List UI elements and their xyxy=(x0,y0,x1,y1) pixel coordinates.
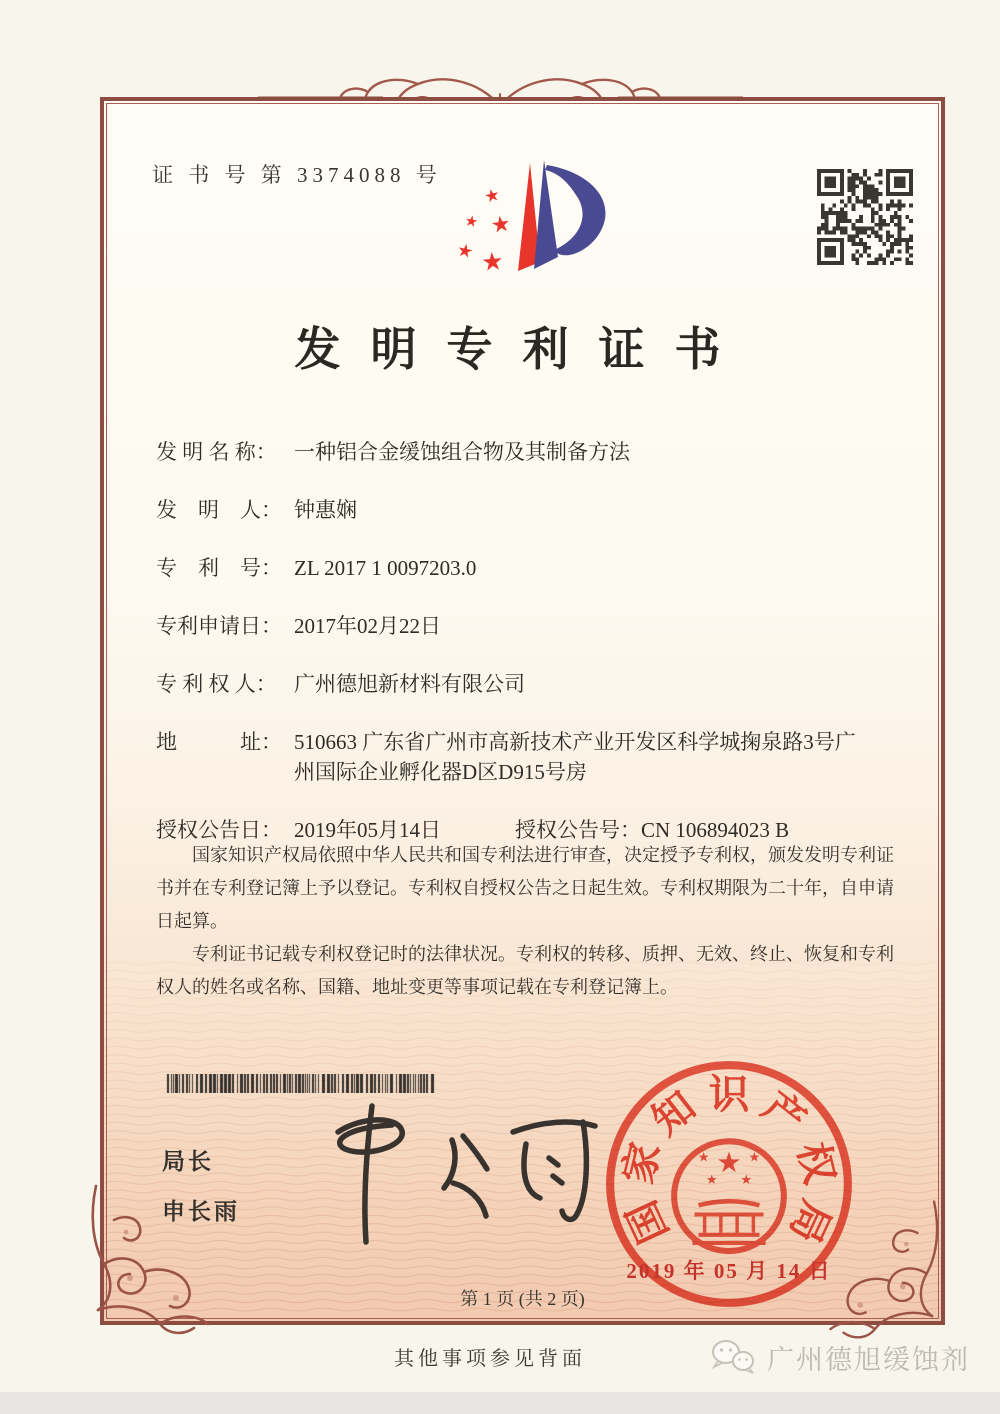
svg-text:★: ★ xyxy=(463,211,480,232)
field-filing-date xyxy=(156,611,898,641)
field-patent-number xyxy=(156,553,898,583)
seal-date: 2019 年 05 月 14 日 xyxy=(626,1259,832,1283)
svg-text:权: 权 xyxy=(789,1138,843,1189)
field-value: ZL 2017 1 0097203.0 xyxy=(294,556,477,580)
field-label: 专利申请日： xyxy=(156,614,282,638)
watermark-text: 广州德旭缓蚀剂 xyxy=(767,1344,970,1375)
field-list xyxy=(156,437,898,845)
signature-handwriting xyxy=(300,1086,610,1256)
certificate-frame xyxy=(100,97,945,1325)
field-value: 510663 广东省广州市高新技术产业开发区科学城掬泉路3号广州国际企业孵化器D区D915号房 xyxy=(294,730,856,784)
field-value: 2019年05月14日 xyxy=(294,818,441,842)
page-number: 第 1 页 (共 2 页) xyxy=(460,1289,585,1309)
field-value: CN 106894023 B xyxy=(641,818,790,842)
field-value: 广州德旭新材料有限公司 xyxy=(294,672,525,696)
svg-text:国: 国 xyxy=(619,1193,677,1250)
field-address xyxy=(156,727,898,787)
field-label: 授权公告日： xyxy=(156,818,282,842)
svg-text:产: 产 xyxy=(754,1083,814,1144)
field-value: 钟惠娴 xyxy=(294,498,357,522)
svg-text:识: 识 xyxy=(708,1072,750,1118)
field-label: 发 明 人： xyxy=(156,498,282,522)
legal-paragraph-2: 专利证书记载专利权登记时的法律状况。专利权的转移、质押、无效、终止、恢复和专利权人的姓名或名称、国籍、地址变更等事项记载在专利登记簿上。 xyxy=(156,944,894,997)
svg-text:★: ★ xyxy=(479,246,505,277)
field-patentee xyxy=(156,669,898,699)
field-value: 2017年02月22日 xyxy=(294,614,441,638)
back-note: 其他事项参见背面 xyxy=(394,1348,586,1370)
field-label: 地 址： xyxy=(156,730,282,754)
field-value: 一种铝合金缓蚀组合物及其制备方法 xyxy=(294,440,630,464)
legal-paragraph-1: 国家知识产权局依照中华人民共和国专利法进行审查，决定授予专利权，颁发发明专利证书并在专利登记簿上予以登记。专利权自授权公告之日起生效。专利权期限为二十年，自申请日起算。 xyxy=(156,845,894,931)
qr-code xyxy=(817,169,913,265)
watermark xyxy=(708,1336,970,1378)
field-label: 授权公告号： xyxy=(515,818,641,842)
commissioner-title: 局长 xyxy=(162,1148,214,1174)
svg-text:局: 局 xyxy=(781,1193,839,1250)
scan-edge-band xyxy=(0,1392,1000,1414)
commissioner-name: 申长雨 xyxy=(162,1198,240,1224)
svg-text:★: ★ xyxy=(716,1145,742,1179)
certificate-number: 证 书 号 第 3374088 号 xyxy=(152,163,442,187)
svg-text:家: 家 xyxy=(615,1138,669,1189)
field-label: 专 利 权 人： xyxy=(156,672,277,696)
commissioner-block xyxy=(162,1143,240,1243)
svg-text:知: 知 xyxy=(644,1083,704,1144)
svg-text:★: ★ xyxy=(748,1150,761,1166)
field-label: 发 明 名 称： xyxy=(156,440,277,464)
svg-text:★: ★ xyxy=(705,1173,718,1188)
wechat-icon xyxy=(708,1336,758,1378)
field-inventor xyxy=(156,495,898,525)
svg-text:★: ★ xyxy=(740,1173,753,1188)
svg-text:★: ★ xyxy=(482,184,503,208)
cnipa-logo-icon xyxy=(434,153,634,303)
certificate-title: 发明专利证书 xyxy=(294,324,751,375)
field-label: 专 利 号： xyxy=(156,556,282,580)
legal-text xyxy=(156,839,898,1004)
svg-text:★: ★ xyxy=(697,1150,710,1166)
svg-text:★: ★ xyxy=(454,239,476,264)
svg-text:★: ★ xyxy=(489,211,513,239)
field-invention-name xyxy=(156,437,898,467)
